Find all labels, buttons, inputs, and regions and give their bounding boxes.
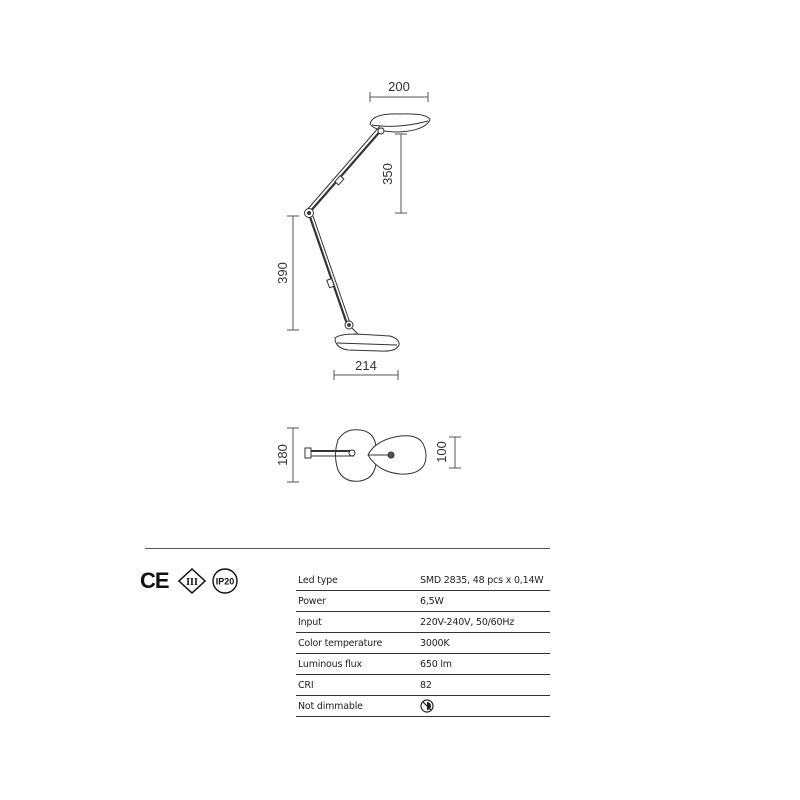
svg-text:IP20: IP20 [215,576,235,587]
spec-label: CRI [296,675,418,696]
spec-row [296,633,550,654]
dimension-lower-arm: 390 [275,262,290,284]
spec-label: Not dimmable [296,696,418,717]
ce-mark: CE [140,568,169,593]
dimension-head-width: 200 [388,79,410,94]
not-dimmable-icon [420,699,434,713]
lamp-base [335,334,399,351]
section-divider [145,548,550,549]
spec-value: 3000K [418,633,550,654]
spec-row [296,591,550,612]
spec-label: Input [296,612,418,633]
dimension-upper-arm: 350 [380,163,395,185]
spec-label: Luminous flux [296,654,418,675]
spec-row [296,612,550,633]
dimension-base-width: 214 [355,358,377,373]
spec-label: Color temperature [296,633,418,654]
spec-label: Power [296,591,418,612]
spec-value: 6,5W [418,591,550,612]
spec-value: 220V-240V, 50/60Hz [418,612,550,633]
certification-icons [140,568,250,594]
ip20-icon [210,568,240,594]
spec-table [296,570,550,717]
spec-value: 650 lm [418,654,550,675]
spec-row [296,654,550,675]
class-iii-icon [178,568,206,594]
dimension-top-depth: 180 [275,444,290,466]
lamp-top-view [305,430,426,482]
spec-value: 82 [418,675,550,696]
spec-row [296,696,550,717]
spec-label: Led type [296,570,418,591]
svg-text:III: III [186,577,198,588]
spec-row [296,570,550,591]
dimension-top-head: 100 [434,441,449,463]
lamp-side-view [305,114,431,351]
spec-value-icon-cell [418,696,550,717]
spec-row [296,675,550,696]
spec-value: SMD 2835, 48 pcs x 0,14W [418,570,550,591]
